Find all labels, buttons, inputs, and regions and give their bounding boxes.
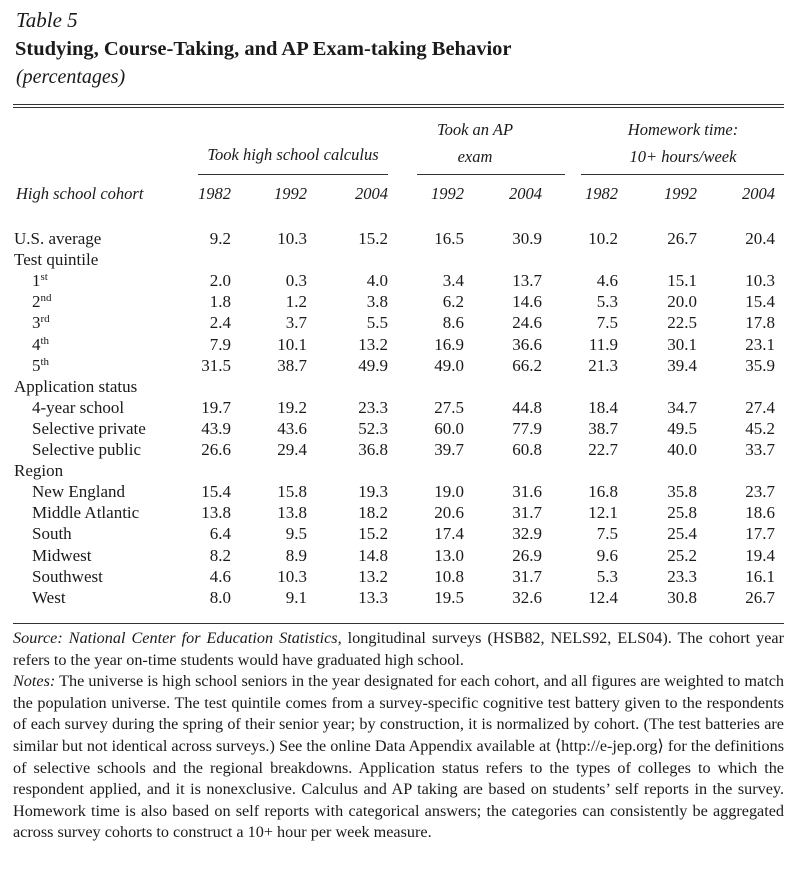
source-note (13, 628, 784, 671)
table-cell: 31.7 (512, 566, 542, 586)
table-cell: 30.1 (667, 334, 697, 354)
column-header-year: 1992 (664, 184, 697, 203)
table-cell: 52.3 (358, 418, 388, 438)
table-cell: 60.8 (512, 440, 542, 459)
table-number: Table 5 (16, 8, 78, 32)
source-text: longitudinal surveys (HSB82, NELS92, ELS04). The cohort year refers to the year on-time students would have graduated high school. (13, 629, 784, 669)
hw-header-line1: Homework time: (627, 120, 739, 139)
notes-text: The universe is high school seniors in the year designated for each cohort, and all figures are weighted to match the population universe. The test quintile comes from a survey-specific cognitive test battery given to the respondents of each survey during the spring of their senior year; by construction, it is normalized by cohort. (The test batteries are similar but not identical across surveys.) See the online Data Appendix available at ⟨http://e-jep.org⟩ for the definitions of selective schools and the regional breakdowns. Application status refers to the types of colleges to which the respondent applied, and it is nonexclusive. Calculus and AP taking are based on students’ self reports in the survey. Homework time is also based on self reports with categorical answers; the categories can consistently be aggregated across survey cohorts to construct a 10+ hour per week measure. (13, 672, 784, 842)
table-cell: 10.8 (434, 566, 464, 586)
row-label (32, 313, 50, 333)
table-cell: 13.8 (277, 503, 307, 523)
table-cell: 10.2 (588, 229, 618, 248)
table-row (13, 335, 784, 356)
table-cell: 14.6 (512, 292, 542, 312)
table-cell: 26.7 (667, 229, 697, 248)
table-cell: 36.6 (512, 334, 542, 354)
table-cell: 16.1 (745, 566, 775, 586)
table-cell: 16.8 (588, 482, 618, 502)
row-label-text: 4-year school (32, 397, 125, 417)
table-cell: 3.4 (442, 271, 464, 291)
table-cell: 10.3 (277, 229, 307, 248)
table-subtitle: (percentages) (16, 66, 126, 88)
table-cell: 9.2 (209, 229, 231, 248)
table-cell: 8.6 (442, 313, 464, 333)
table-cell: 23.7 (745, 482, 775, 502)
table-cell: 49.5 (667, 418, 697, 438)
section-heading-row (13, 250, 784, 271)
table-cell: 17.8 (745, 313, 775, 333)
group-header-ap (417, 116, 533, 170)
row-label-text: Test quintile (14, 250, 99, 270)
table-cell: 7.9 (209, 334, 231, 354)
row-label (32, 482, 125, 502)
column-header-year: 2004 (509, 184, 542, 203)
table-notes (13, 628, 784, 844)
hw-header-line2: 10+ hours/week (629, 147, 737, 166)
row-label-text: 1 (32, 271, 41, 291)
table-cell: 32.6 (512, 587, 542, 607)
table-cell: 10.3 (277, 566, 307, 586)
row-label-text: 5 (32, 355, 41, 375)
table-cell: 38.7 (277, 355, 307, 375)
table-cell: 4.0 (366, 271, 388, 291)
table-cell: 22.7 (588, 440, 618, 459)
row-label-text: South (32, 524, 72, 544)
table-cell: 31.5 (201, 355, 231, 375)
table-row (13, 271, 784, 292)
table-cell: 49.9 (358, 355, 388, 375)
calculus-underline (198, 174, 388, 175)
column-header-year: 2004 (355, 184, 388, 203)
table-cell: 49.0 (434, 355, 464, 375)
ap-underline (417, 174, 565, 175)
row-label (32, 524, 72, 544)
row-label (32, 567, 103, 587)
table-cell: 19.0 (434, 482, 464, 502)
row-label (14, 377, 137, 397)
table-cell: 19.3 (358, 482, 388, 502)
table-cell: 15.2 (358, 229, 388, 248)
table-cell: 23.1 (745, 334, 775, 354)
table-cell: 13.7 (512, 271, 542, 291)
table-cell: 13.2 (358, 334, 388, 354)
notes-label: Notes: (13, 672, 56, 691)
table-cell: 10.3 (745, 271, 775, 291)
row-label (14, 461, 63, 481)
table-cell: 5.3 (596, 292, 618, 312)
table-row (13, 292, 784, 313)
row-label-text: Selective public (32, 440, 142, 459)
group-header-calculus: Took high school calculus (207, 145, 379, 164)
table-cell: 19.7 (201, 397, 231, 417)
table-cell: 35.9 (745, 355, 775, 375)
row-label-text: Region (14, 461, 64, 481)
table-cell: 44.8 (512, 397, 542, 417)
table-cell: 11.9 (588, 334, 618, 354)
ordinal-suffix: th (40, 355, 50, 368)
section-heading-row (13, 377, 784, 398)
table-cell: 19.4 (745, 545, 775, 565)
table-row (13, 229, 784, 250)
table-cell: 2.0 (209, 271, 231, 291)
table-cell: 8.9 (285, 545, 307, 565)
table-cell: 21.3 (588, 355, 618, 375)
table-cell: 18.4 (588, 397, 618, 417)
table-cell: 31.7 (512, 503, 542, 523)
table-row (13, 398, 784, 419)
table-row (13, 482, 784, 503)
table-cell: 20.0 (667, 292, 697, 312)
table-cell: 9.6 (596, 545, 618, 565)
table-cell: 20.6 (434, 503, 464, 523)
row-label (32, 398, 124, 418)
table-cell: 19.2 (277, 397, 307, 417)
column-header-year: 2004 (742, 184, 775, 203)
table-cell: 3.7 (285, 313, 307, 333)
top-rule-double (13, 107, 784, 108)
table-cell: 0.3 (285, 271, 307, 291)
table-cell: 10.1 (277, 334, 307, 354)
table-cell: 43.9 (201, 418, 231, 438)
section-heading-row (13, 461, 784, 482)
table-cell: 13.8 (201, 503, 231, 523)
column-header-year: 1982 (198, 184, 231, 203)
table-cell: 13.0 (434, 545, 464, 565)
row-label (32, 335, 49, 355)
table-row (13, 356, 784, 377)
cohort-label: High school cohort (16, 184, 144, 203)
table-cell: 9.5 (285, 524, 307, 544)
row-label-text: Application status (14, 376, 138, 396)
row-label (32, 271, 48, 291)
table-cell: 38.7 (588, 418, 618, 438)
row-label (14, 229, 101, 249)
table-cell: 66.2 (512, 355, 542, 375)
table-cell: 4.6 (596, 271, 618, 291)
row-label-text: Middle Atlantic (32, 503, 140, 523)
table-cell: 15.1 (667, 271, 697, 291)
table-cell: 39.7 (434, 440, 464, 459)
row-label (32, 546, 92, 566)
table-cell: 25.8 (667, 503, 697, 523)
table-row (13, 419, 784, 440)
ap-header-line1: Took an AP (436, 120, 514, 139)
table-cell: 2.4 (209, 313, 231, 333)
table-cell: 19.5 (434, 587, 464, 607)
table-cell: 36.8 (358, 440, 388, 459)
table-cell: 30.8 (667, 587, 697, 607)
table-cell: 30.9 (512, 229, 542, 248)
top-rule (13, 104, 784, 105)
table-cell: 34.7 (667, 397, 697, 417)
table-cell: 7.5 (596, 313, 618, 333)
table-cell: 6.4 (209, 524, 231, 544)
table-cell: 25.2 (667, 545, 697, 565)
table-cell: 9.1 (285, 587, 307, 607)
ordinal-suffix: rd (40, 313, 50, 326)
table-cell: 1.8 (209, 292, 231, 312)
table-cell: 23.3 (358, 397, 388, 417)
row-label-text: Selective private (32, 418, 146, 438)
table-cell: 26.7 (745, 587, 775, 607)
notes-paragraph (13, 671, 784, 844)
table-cell: 3.8 (366, 292, 388, 312)
table-cell: 6.2 (442, 292, 464, 312)
table-cell: 15.2 (358, 524, 388, 544)
table-row (13, 546, 784, 567)
table-cell: 12.4 (588, 587, 618, 607)
row-label (14, 250, 98, 270)
table-row (13, 524, 784, 545)
table-cell: 35.8 (667, 482, 697, 502)
table-cell: 25.4 (667, 524, 697, 544)
table-cell: 17.4 (434, 524, 464, 544)
table-cell: 26.9 (512, 545, 542, 565)
table-cell: 15.4 (745, 292, 775, 312)
table-cell: 17.7 (745, 524, 775, 544)
table-cell: 24.6 (512, 313, 542, 333)
row-label-text: 3 (32, 313, 41, 333)
table-cell: 20.4 (745, 229, 775, 248)
ordinal-suffix: st (40, 271, 48, 284)
row-label (32, 588, 66, 608)
ordinal-suffix: nd (40, 292, 52, 305)
table-cell: 32.9 (512, 524, 542, 544)
row-label-text: U.S. average (14, 229, 102, 248)
table-row (13, 503, 784, 524)
table-title: Studying, Course-Taking, and AP Exam-taking Behavior (15, 38, 512, 60)
row-label (32, 503, 139, 523)
table-cell: 16.9 (434, 334, 464, 354)
table-cell: 77.9 (512, 418, 542, 438)
source-label: Source: National Center for Education Statistics, (13, 629, 342, 647)
row-label (32, 356, 49, 376)
row-label-text: 4 (32, 334, 41, 354)
table-cell: 7.5 (596, 524, 618, 544)
table-cell: 26.6 (201, 440, 231, 459)
table-cell: 8.0 (209, 587, 231, 607)
bottom-rule (13, 623, 784, 624)
table-cell: 40.0 (667, 440, 697, 459)
table-cell: 1.2 (285, 292, 307, 312)
ordinal-suffix: th (40, 334, 50, 347)
row-label-text: Southwest (32, 566, 103, 586)
table-cell: 8.2 (209, 545, 231, 565)
table-cell: 31.6 (512, 482, 542, 502)
table-cell: 13.3 (358, 587, 388, 607)
table-cell: 18.6 (745, 503, 775, 523)
table-cell: 13.2 (358, 566, 388, 586)
column-header-year: 1982 (585, 184, 618, 203)
row-label (32, 292, 52, 312)
table-cell: 16.5 (434, 229, 464, 248)
table-cell: 27.4 (745, 397, 775, 417)
table-row (13, 440, 784, 461)
table-cell: 22.5 (667, 313, 697, 333)
ap-header-line2: exam (457, 147, 493, 166)
homework-underline (581, 174, 784, 175)
table-cell: 43.6 (277, 418, 307, 438)
row-label (32, 419, 146, 439)
table-row (13, 588, 784, 609)
row-label-text: Midwest (32, 545, 92, 565)
table-cell: 45.2 (745, 418, 775, 438)
table-cell: 29.4 (277, 440, 307, 459)
group-header-homework (593, 116, 773, 170)
table-cell: 60.0 (434, 418, 464, 438)
table-cell: 5.5 (366, 313, 388, 333)
table-cell: 12.1 (588, 503, 618, 523)
row-label (32, 440, 141, 460)
column-header-year: 1992 (431, 184, 464, 203)
table-cell: 15.4 (201, 482, 231, 502)
row-label-text: West (32, 587, 66, 607)
row-label-text: New England (32, 482, 126, 502)
table-cell: 23.3 (667, 566, 697, 586)
table-row (13, 313, 784, 334)
column-header-year: 1992 (274, 184, 307, 203)
table-cell: 4.6 (209, 566, 231, 586)
table-cell: 33.7 (745, 440, 775, 459)
table-cell: 14.8 (358, 545, 388, 565)
table-cell: 5.3 (596, 566, 618, 586)
row-label-text: 2 (32, 292, 41, 312)
table-cell: 27.5 (434, 397, 464, 417)
table-row (13, 567, 784, 588)
table-cell: 15.8 (277, 482, 307, 502)
table-cell: 18.2 (358, 503, 388, 523)
table-cell: 39.4 (667, 355, 697, 375)
